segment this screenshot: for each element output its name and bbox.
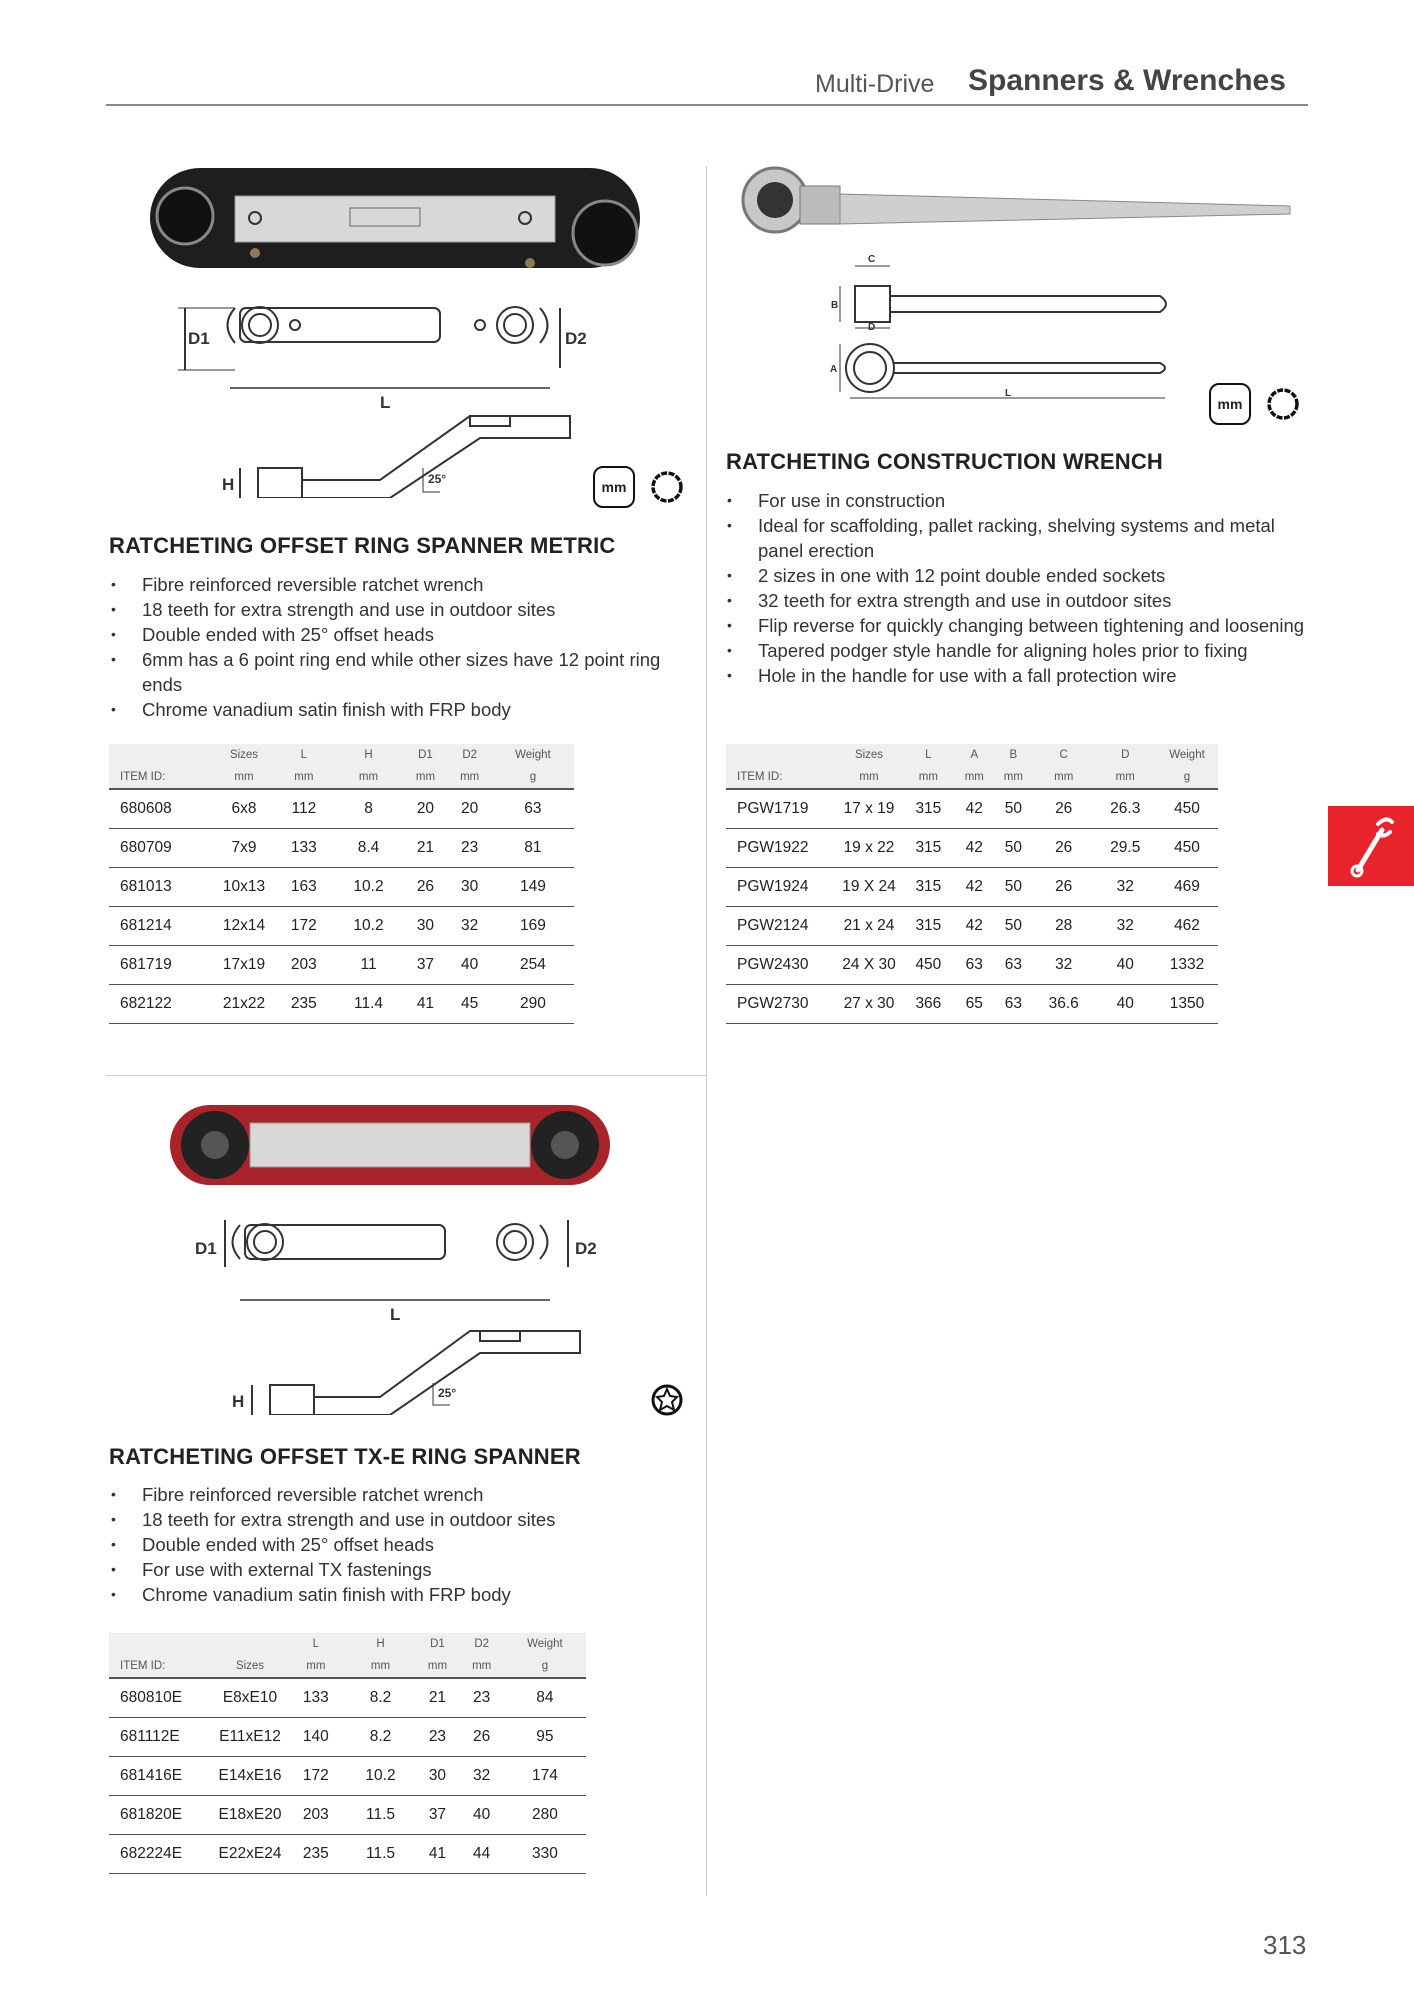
table-row [109, 789, 574, 829]
table-header-cell: D1 [430, 1638, 445, 1650]
table-cell: 149 [492, 868, 574, 907]
table-cell: 133 [274, 829, 334, 868]
table-cell: 10.2 [346, 1757, 416, 1796]
table-cell: 23 [415, 1718, 459, 1757]
list-item: • For use in construction [725, 488, 1310, 513]
table-cell: 42 [955, 907, 994, 946]
table-cell: 26 [1033, 829, 1095, 868]
table-cell: 23 [460, 1678, 504, 1718]
table-cell: 21 [403, 829, 447, 868]
table-cell: 450 [902, 946, 955, 985]
table-cell: 32 [448, 907, 492, 946]
table-row [726, 985, 1218, 1024]
table-cell: PGW1719 [726, 789, 836, 829]
table-cell: 63 [955, 946, 994, 985]
table-header-row [109, 1655, 586, 1678]
table-row [109, 985, 574, 1024]
table-cell: 315 [902, 829, 955, 868]
table-cell: 40 [460, 1796, 504, 1835]
table-cell: 682122 [109, 985, 214, 1024]
table-cell: 65 [955, 985, 994, 1024]
table-cell: PGW2730 [726, 985, 836, 1024]
label-a: A [830, 364, 838, 375]
table-header-row [726, 766, 1218, 789]
table-cell: 50 [994, 789, 1033, 829]
table-cell: 63 [492, 789, 574, 829]
list-item: • For use with external TX fastenings [109, 1557, 679, 1582]
section-tab[interactable] [1328, 806, 1414, 886]
table-cell: 1332 [1156, 946, 1218, 985]
table-cell: 41 [415, 1835, 459, 1874]
header-rule [106, 104, 1308, 106]
label-d1: D1 [188, 329, 210, 348]
table-row [109, 907, 574, 946]
table-cell: 26 [460, 1718, 504, 1757]
product-3-spec-table [109, 1633, 586, 1874]
table-cell: 20 [448, 789, 492, 829]
table-cell: 12x14 [214, 907, 274, 946]
list-item: • Chrome vanadium satin finish with FRP body [109, 697, 679, 722]
table-header-cell: mm [836, 766, 902, 789]
table-row [109, 1757, 586, 1796]
table-header-cell: L [925, 749, 932, 761]
table-header-cell: H [376, 1638, 385, 1650]
table-cell: 140 [286, 1718, 346, 1757]
table-header-cell: mm [902, 766, 955, 789]
table-cell: E14xE16 [214, 1757, 286, 1796]
table-row [109, 868, 574, 907]
table-cell: 680709 [109, 829, 214, 868]
table-cell: PGW1924 [726, 868, 836, 907]
table-cell: E8xE10 [214, 1678, 286, 1718]
table-cell: 235 [274, 985, 334, 1024]
table-header-cell: L [312, 1638, 320, 1650]
label-c: C [868, 254, 876, 265]
table-row [109, 829, 574, 868]
table-cell: 680608 [109, 789, 214, 829]
table-cell: 42 [955, 868, 994, 907]
table-cell: 30 [448, 868, 492, 907]
table-cell: 21x22 [214, 985, 274, 1024]
table-cell: 28 [1033, 907, 1095, 946]
table-header-cell: H [364, 749, 373, 761]
offset-spanner-illustration [140, 158, 660, 498]
table-header-cell: ITEM ID: [109, 766, 214, 789]
table-cell: 84 [504, 1678, 586, 1718]
table-header-cell: mm [403, 766, 447, 789]
table-cell: 450 [1156, 829, 1218, 868]
table-cell: 203 [286, 1796, 346, 1835]
table-cell: 17 x 19 [836, 789, 902, 829]
label-d2: D2 [565, 329, 587, 348]
table-cell: 19 X 24 [836, 868, 902, 907]
ring-12-point-icon [1266, 387, 1300, 421]
table-cell: 37 [415, 1796, 459, 1835]
table-header-cell: mm [274, 766, 334, 789]
page-number: 313 [1263, 1930, 1307, 1960]
table-header-cell: mm [1094, 766, 1156, 789]
label-d1: D1 [195, 1239, 217, 1258]
table-header-cell: B [1009, 749, 1018, 761]
table-cell: 1350 [1156, 985, 1218, 1024]
table-header-cell [726, 744, 836, 766]
list-item: • Hole in the handle for use with a fall protection wire [725, 663, 1310, 688]
tx-e-spanner-illustration [150, 1095, 630, 1415]
table-cell: 290 [492, 985, 574, 1024]
table-cell: 366 [902, 985, 955, 1024]
table-cell: 26 [1033, 868, 1095, 907]
table-header-cell: g [1156, 766, 1218, 789]
section-divider [106, 1075, 706, 1076]
table-cell: 8.4 [334, 829, 404, 868]
table-cell: PGW2430 [726, 946, 836, 985]
table-cell: 235 [286, 1835, 346, 1874]
table-cell: 50 [994, 868, 1033, 907]
list-item: • Flip reverse for quickly changing between tightening and loosening [725, 613, 1310, 638]
table-header-cell: Sizes [229, 749, 259, 761]
table-cell: 10x13 [214, 868, 274, 907]
tx-e-icon [650, 1383, 684, 1417]
table-header-row [109, 766, 574, 789]
label-l: L [390, 1305, 401, 1324]
table-cell: 8 [334, 789, 404, 829]
header-subtitle: Multi-Drive [815, 70, 935, 98]
table-row [109, 1718, 586, 1757]
table-cell: 11.5 [346, 1835, 416, 1874]
table-header-cell: mm [286, 1655, 346, 1678]
table-cell: 163 [274, 868, 334, 907]
table-header-cell: D2 [462, 749, 478, 761]
product-2-spec-table [726, 744, 1218, 1024]
table-cell: 23 [448, 829, 492, 868]
list-item: • 2 sizes in one with 12 point double ended sockets [725, 563, 1310, 588]
table-header-cell: mm [1033, 766, 1095, 789]
table-cell: 50 [994, 907, 1033, 946]
mm-icon: mm [593, 466, 635, 508]
table-cell: 20 [403, 789, 447, 829]
table-header-cell: mm [448, 766, 492, 789]
table-cell: 32 [1033, 946, 1095, 985]
spanner-photo [170, 1105, 610, 1185]
list-item: • Double ended with 25° offset heads [109, 622, 679, 647]
table-header-cell [109, 1633, 214, 1655]
product-2-title: RATCHETING CONSTRUCTION WRENCH [726, 449, 1164, 474]
table-cell: 17x19 [214, 946, 274, 985]
list-item: • Double ended with 25° offset heads [109, 1532, 679, 1557]
table-cell: 40 [1094, 946, 1156, 985]
table-cell: 10.2 [334, 907, 404, 946]
table-header-row [726, 744, 1218, 766]
table-cell: 280 [504, 1796, 586, 1835]
wrench-icon [1328, 806, 1414, 886]
label-d2: D2 [575, 1239, 597, 1258]
table-cell: 682224E [109, 1835, 214, 1874]
table-cell: 172 [274, 907, 334, 946]
list-item: • Tapered podger style handle for aligning holes prior to fixing [725, 638, 1310, 663]
table-cell: 32 [460, 1757, 504, 1796]
list-item: • 18 teeth for extra strength and use in outdoor sites [109, 1507, 679, 1532]
table-header-cell: D [1121, 749, 1130, 761]
table-cell: 462 [1156, 907, 1218, 946]
table-cell: 8.2 [346, 1678, 416, 1718]
table-header-cell: ITEM ID: [109, 1655, 214, 1678]
table-cell: 681820E [109, 1796, 214, 1835]
product-1-bullets [109, 572, 679, 722]
table-cell: 112 [274, 789, 334, 829]
table-header-cell: mm [214, 766, 274, 789]
table-cell: 11 [334, 946, 404, 985]
table-cell: 41 [403, 985, 447, 1024]
table-cell: E22xE24 [214, 1835, 286, 1874]
table-header-cell: Weight [1169, 749, 1205, 761]
table-header-row [109, 1633, 586, 1655]
table-row [109, 946, 574, 985]
product-3-title: RATCHETING OFFSET TX-E RING SPANNER [109, 1444, 581, 1469]
table-cell: 315 [902, 907, 955, 946]
table-cell: 26 [403, 868, 447, 907]
table-cell: 169 [492, 907, 574, 946]
product-2-bullets [725, 488, 1310, 688]
label-l: L [380, 393, 391, 412]
table-row [726, 829, 1218, 868]
table-cell: 681719 [109, 946, 214, 985]
table-cell: 45 [448, 985, 492, 1024]
table-cell: 203 [274, 946, 334, 985]
table-header-row [109, 744, 574, 766]
mm-icon: mm [1209, 383, 1251, 425]
table-header-cell: D2 [474, 1638, 490, 1650]
table-header-cell: mm [346, 1655, 416, 1678]
table-cell: 6x8 [214, 789, 274, 829]
header-title: Spanners & Wrenches [968, 64, 1286, 97]
table-cell: 11.4 [334, 985, 404, 1024]
table-header-cell: A [970, 749, 979, 761]
construction-wrench-illustration [730, 158, 1300, 403]
list-item: • 6mm has a 6 point ring end while other sizes have 12 point ring ends [109, 647, 679, 697]
table-cell: 315 [902, 868, 955, 907]
list-item: • 32 teeth for extra strength and use in outdoor sites [725, 588, 1310, 613]
table-cell: 450 [1156, 789, 1218, 829]
table-cell: 172 [286, 1757, 346, 1796]
label-b: B [831, 300, 839, 311]
table-cell: 50 [994, 829, 1033, 868]
table-header-cell: mm [460, 1655, 504, 1678]
list-item: • Chrome vanadium satin finish with FRP body [109, 1582, 679, 1607]
table-cell: 63 [994, 985, 1033, 1024]
table-cell: 30 [415, 1757, 459, 1796]
table-cell: 24 X 30 [836, 946, 902, 985]
table-row [726, 946, 1218, 985]
list-item: • 18 teeth for extra strength and use in outdoor sites [109, 597, 679, 622]
table-cell: E18xE20 [214, 1796, 286, 1835]
table-cell: 315 [902, 789, 955, 829]
table-cell: 469 [1156, 868, 1218, 907]
table-cell: 681214 [109, 907, 214, 946]
ring-12-point-icon [650, 470, 684, 504]
table-cell: E11xE12 [214, 1718, 286, 1757]
table-cell: PGW2124 [726, 907, 836, 946]
label-angle: 25° [428, 472, 447, 486]
table-cell: 681112E [109, 1718, 214, 1757]
product-1-title: RATCHETING OFFSET RING SPANNER METRIC [109, 533, 616, 558]
table-header-cell: mm [334, 766, 404, 789]
table-cell: 19 x 22 [836, 829, 902, 868]
table-cell: 42 [955, 789, 994, 829]
table-cell: 32 [1094, 907, 1156, 946]
table-cell: 63 [994, 946, 1033, 985]
table-row [726, 868, 1218, 907]
list-item: • Ideal for scaffolding, pallet racking, shelving systems and metal panel erection [725, 513, 1310, 563]
table-cell: 44 [460, 1835, 504, 1874]
table-cell: 26.3 [1094, 789, 1156, 829]
table-cell: 133 [286, 1678, 346, 1718]
label-h: H [222, 475, 235, 494]
table-cell: 42 [955, 829, 994, 868]
table-row [109, 1796, 586, 1835]
table-cell: 8.2 [346, 1718, 416, 1757]
wrench-photo [743, 168, 1290, 232]
table-cell: PGW1922 [726, 829, 836, 868]
table-header-cell: Weight [527, 1638, 563, 1650]
table-cell: 11.5 [346, 1796, 416, 1835]
table-cell: 174 [504, 1757, 586, 1796]
table-cell: 330 [504, 1835, 586, 1874]
table-header-cell: g [504, 1655, 586, 1678]
table-header-cell: D1 [418, 749, 433, 761]
table-header-cell: mm [415, 1655, 459, 1678]
table-row [109, 1835, 586, 1874]
table-cell: 30 [403, 907, 447, 946]
product-3-bullets [109, 1482, 679, 1607]
product-1-spec-table [109, 744, 574, 1024]
table-cell: 29.5 [1094, 829, 1156, 868]
table-header-cell: Weight [515, 749, 551, 761]
table-row [109, 1678, 586, 1718]
table-header-cell: Sizes [854, 749, 884, 761]
table-row [726, 907, 1218, 946]
table-row [726, 789, 1218, 829]
table-cell: 254 [492, 946, 574, 985]
table-cell: 40 [448, 946, 492, 985]
table-header-cell: Sizes [214, 1655, 286, 1678]
table-header-cell: mm [955, 766, 994, 789]
table-header-cell [109, 744, 214, 766]
table-header-cell: g [492, 766, 574, 789]
spanner-photo [150, 168, 640, 268]
table-cell: 26 [1033, 789, 1095, 829]
table-cell: 10.2 [334, 868, 404, 907]
list-item: • Fibre reinforced reversible ratchet wrench [109, 572, 679, 597]
list-item: • Fibre reinforced reversible ratchet wrench [109, 1482, 679, 1507]
table-header-cell: ITEM ID: [726, 766, 836, 789]
table-cell: 680810E [109, 1678, 214, 1718]
table-cell: 32 [1094, 868, 1156, 907]
table-cell: 81 [492, 829, 574, 868]
label-l: L [1005, 388, 1012, 399]
table-header-cell: mm [994, 766, 1033, 789]
label-d: D [868, 322, 876, 333]
table-header-cell [214, 1633, 286, 1655]
table-header-cell: C [1059, 749, 1068, 761]
label-h: H [232, 1392, 245, 1411]
table-header-cell: L [300, 749, 308, 761]
table-cell: 40 [1094, 985, 1156, 1024]
table-cell: 95 [504, 1718, 586, 1757]
column-divider [706, 166, 707, 1896]
label-angle: 25° [438, 1386, 457, 1400]
table-cell: 27 x 30 [836, 985, 902, 1024]
table-cell: 36.6 [1033, 985, 1095, 1024]
table-cell: 681416E [109, 1757, 214, 1796]
table-cell: 21 [415, 1678, 459, 1718]
table-cell: 21 x 24 [836, 907, 902, 946]
table-cell: 681013 [109, 868, 214, 907]
table-cell: 7x9 [214, 829, 274, 868]
table-cell: 37 [403, 946, 447, 985]
